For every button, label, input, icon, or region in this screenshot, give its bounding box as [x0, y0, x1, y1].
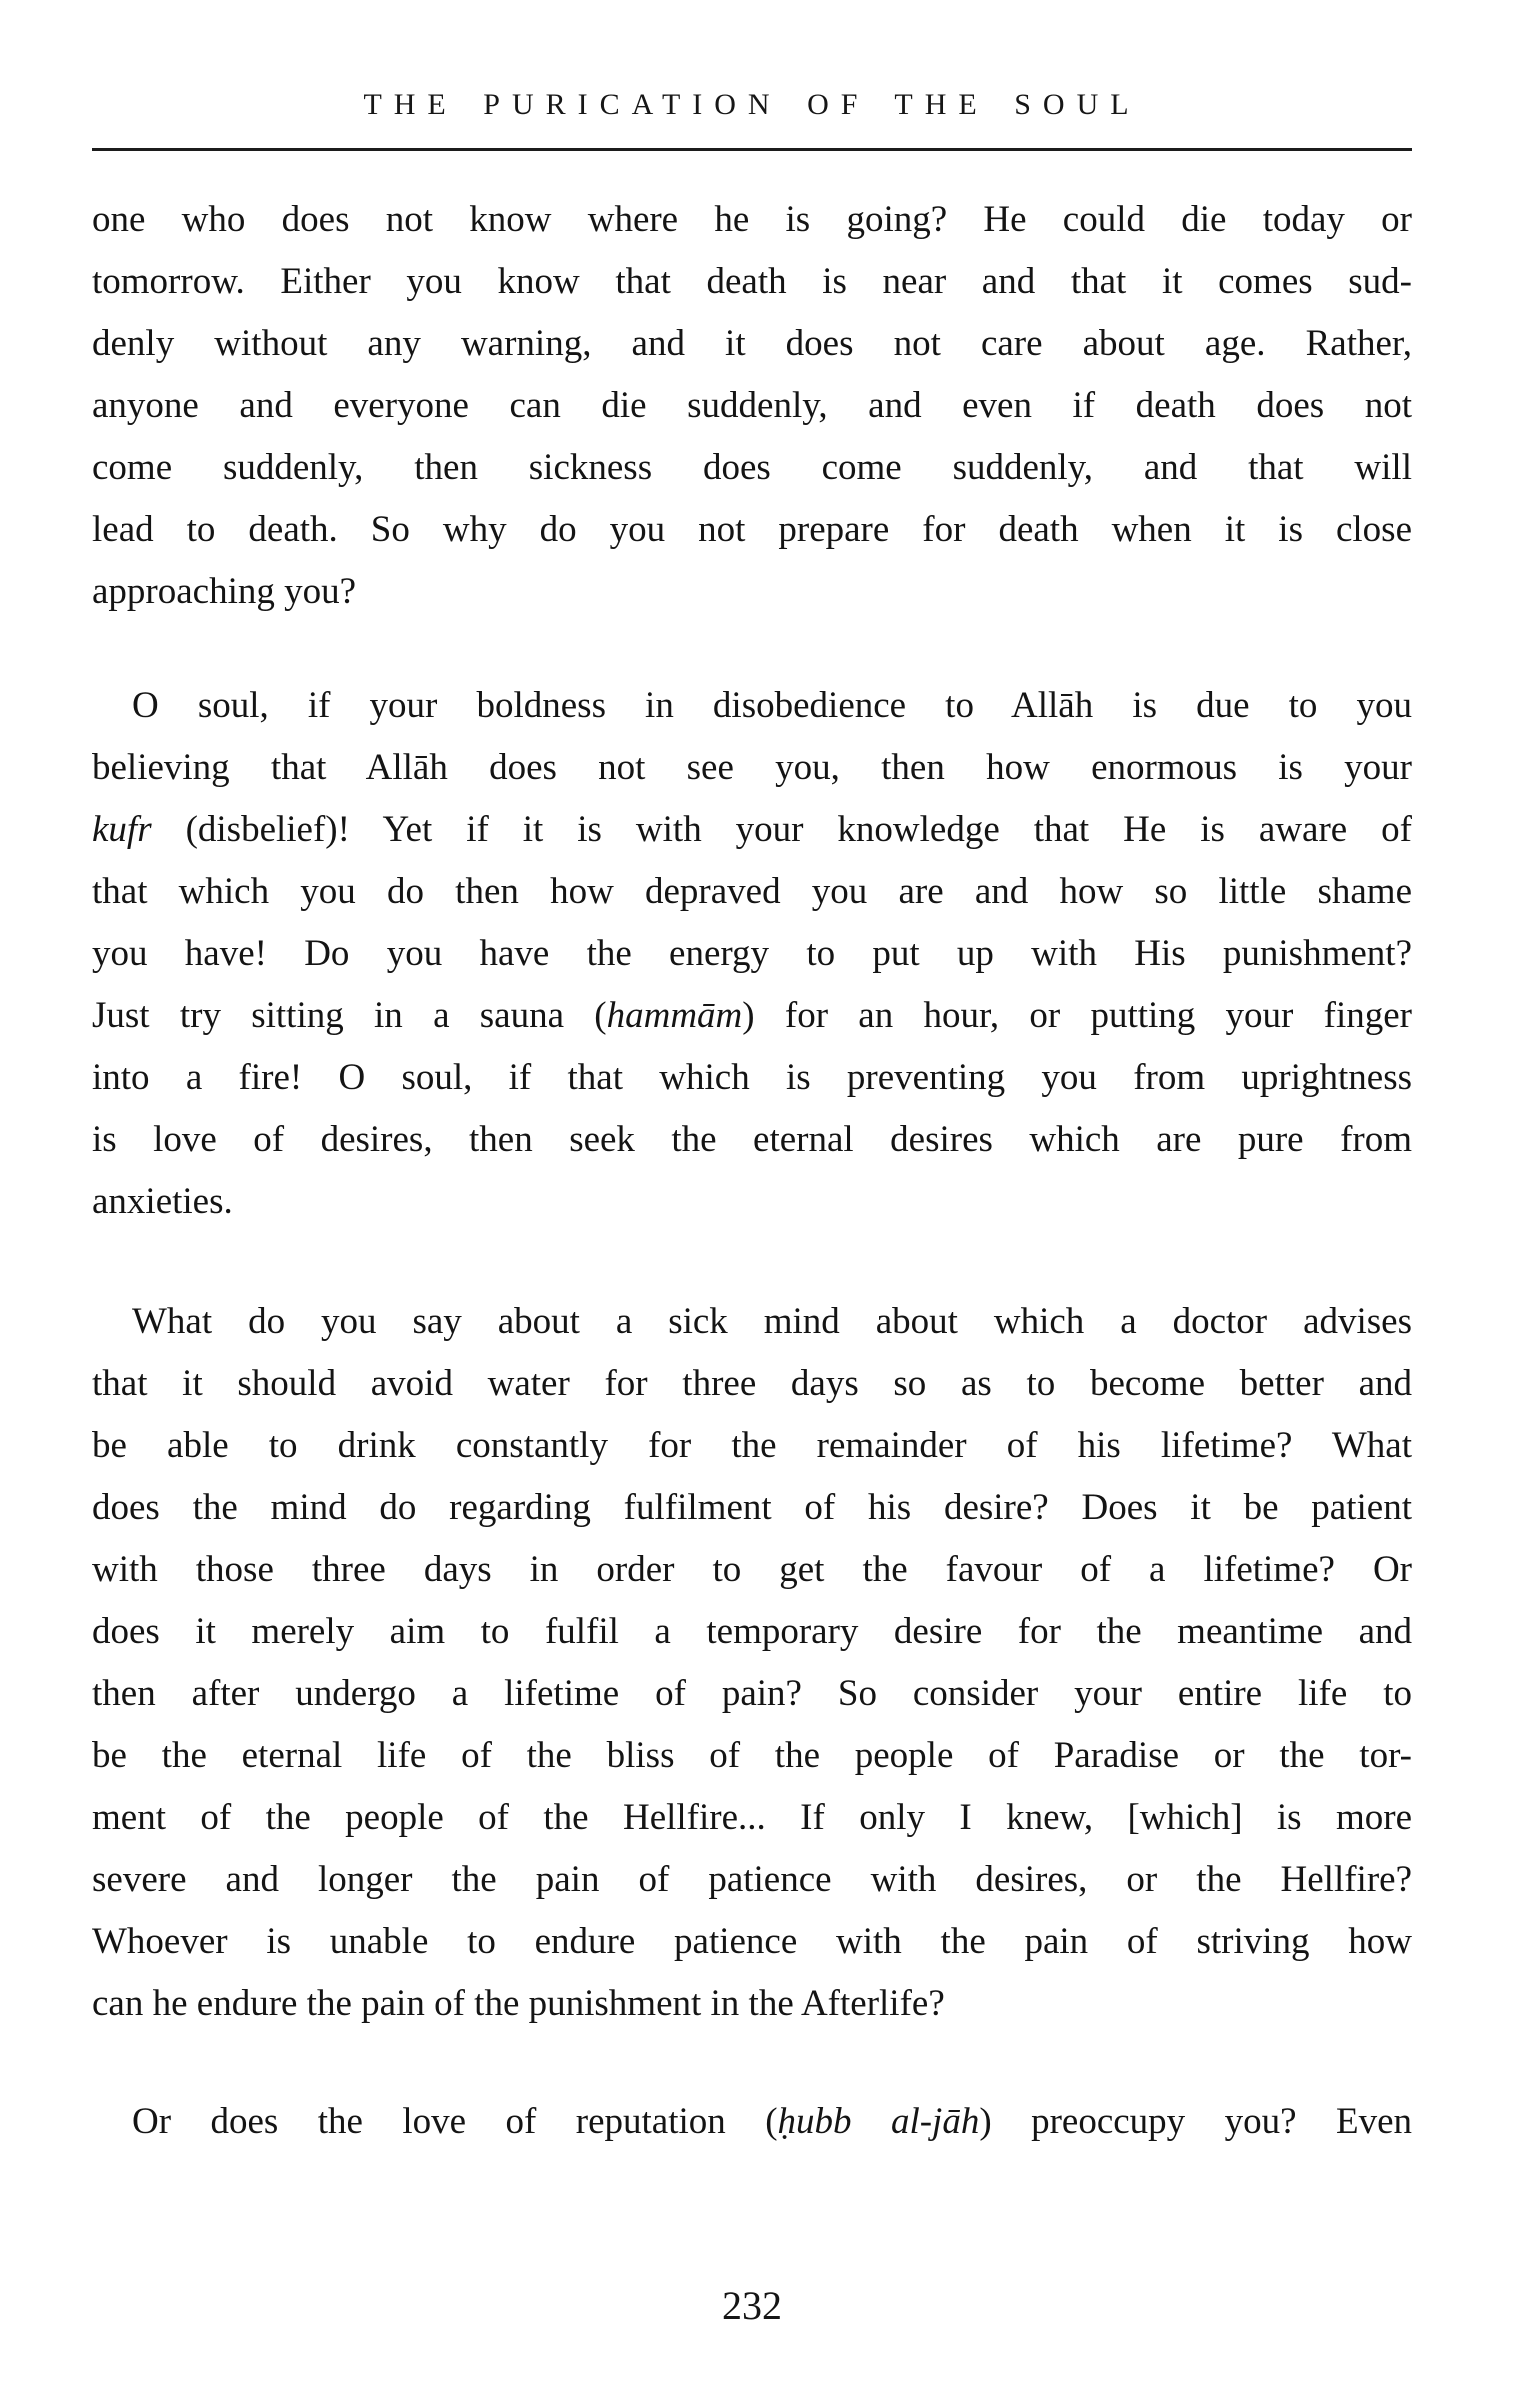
text-line	[92, 1725, 1412, 1787]
text-segment: then after undergo a lifetime of pain? So consider your entire life to	[92, 1673, 1412, 1714]
text-segment: denly without any warning, and it does not care about age. Rather,	[92, 323, 1412, 364]
text-line	[92, 675, 1412, 737]
text-segment: O soul, if your boldness in disobedience to Allāh is due to you	[132, 685, 1412, 726]
text-segment: be able to drink constantly for the remainder of his lifetime? What	[92, 1425, 1412, 1466]
text-line	[92, 737, 1412, 799]
text-line	[92, 861, 1412, 923]
text-segment: anxieties.	[92, 1181, 233, 1222]
text-segment: with those three days in order to get the favour of a lifetime? Or	[92, 1549, 1412, 1590]
text-segment: approaching you?	[92, 571, 357, 612]
text-segment: What do you say about a sick mind about which a doctor advises	[132, 1301, 1412, 1342]
text-line	[92, 1109, 1412, 1171]
text-segment: come suddenly, then sickness does come suddenly, and that will	[92, 447, 1412, 488]
text-segment: be the eternal life of the bliss of the people of Paradise or the tor-	[92, 1735, 1412, 1776]
text-segment: does the mind do regarding fulfilment of his desire? Does it be patient	[92, 1487, 1412, 1528]
text-line	[92, 923, 1412, 985]
text-line	[92, 2091, 1412, 2153]
text-segment: lead to death. So why do you not prepare for death when it is close	[92, 509, 1412, 550]
text-line	[92, 1663, 1412, 1725]
text-line	[92, 1787, 1412, 1849]
text-segment: that it should avoid water for three days so as to become better and	[92, 1363, 1412, 1404]
text-segment: severe and longer the pain of patience with desires, or the Hellfire?	[92, 1859, 1412, 1900]
text-segment: is love of desires, then seek the eternal desires which are pure from	[92, 1119, 1412, 1160]
text-segment: (disbelief)! Yet if it is with your knowledge that He is aware of	[151, 809, 1412, 850]
page-number: 232	[722, 2283, 782, 2328]
text-line	[92, 985, 1412, 1047]
text-line	[92, 1477, 1412, 1539]
text-line	[92, 1849, 1412, 1911]
paragraph	[92, 1291, 1412, 2035]
text-segment: that which you do then how depraved you are and how so little shame	[92, 871, 1412, 912]
text-line	[92, 1047, 1412, 1109]
text-segment: Whoever is unable to endure patience with the pain of striving how	[92, 1921, 1412, 1962]
body-text	[92, 189, 1412, 2153]
text-line	[92, 561, 1412, 623]
text-line	[92, 313, 1412, 375]
text-segment: one who does not know where he is going? He could die today or	[92, 199, 1412, 240]
text-line	[92, 1911, 1412, 1973]
text-segment: anyone and everyone can die suddenly, and even if death does not	[92, 385, 1412, 426]
text-line	[92, 1415, 1412, 1477]
text-segment: ) preoccupy you? Even	[979, 2101, 1412, 2142]
text-segment: believing that Allāh does not see you, then how enormous is your	[92, 747, 1412, 788]
text-block	[92, 0, 1412, 2153]
italic-term: hammām	[606, 995, 743, 1036]
text-line	[92, 437, 1412, 499]
text-segment: does it merely aim to fulfil a temporary desire for the meantime and	[92, 1611, 1412, 1652]
text-line	[92, 499, 1412, 561]
text-segment: Or does the love of reputation (	[132, 2101, 778, 2142]
text-line	[92, 1973, 1412, 2035]
running-header-title: THE PURICATION OF THE SOUL	[363, 88, 1141, 121]
paragraph	[92, 675, 1412, 1233]
text-segment: can he endure the pain of the punishment in the Afterlife?	[92, 1983, 945, 2024]
text-line	[92, 1291, 1412, 1353]
text-line	[92, 1601, 1412, 1663]
paragraph	[92, 2091, 1412, 2153]
text-segment: ) for an hour, or putting your finger	[742, 995, 1412, 1036]
paragraph	[92, 189, 1412, 623]
text-line	[92, 1353, 1412, 1415]
italic-term: ḥubb al-jāh	[777, 2101, 980, 2142]
text-line	[92, 799, 1412, 861]
text-line	[92, 375, 1412, 437]
text-line	[92, 189, 1412, 251]
text-line	[92, 1171, 1412, 1233]
text-segment: into a fire! O soul, if that which is preventing you from uprightness	[92, 1057, 1412, 1098]
text-segment: you have! Do you have the energy to put up with His punishment?	[92, 933, 1412, 974]
text-segment: ment of the people of the Hellfire... If only I knew, [which] is more	[92, 1797, 1412, 1838]
text-line	[92, 1539, 1412, 1601]
italic-term: kufr	[92, 809, 152, 850]
text-segment: Just try sitting in a sauna (	[92, 995, 607, 1036]
header-rule	[92, 148, 1412, 151]
text-segment: tomorrow. Either you know that death is near and that it comes sud-	[92, 261, 1412, 302]
text-line	[92, 251, 1412, 313]
